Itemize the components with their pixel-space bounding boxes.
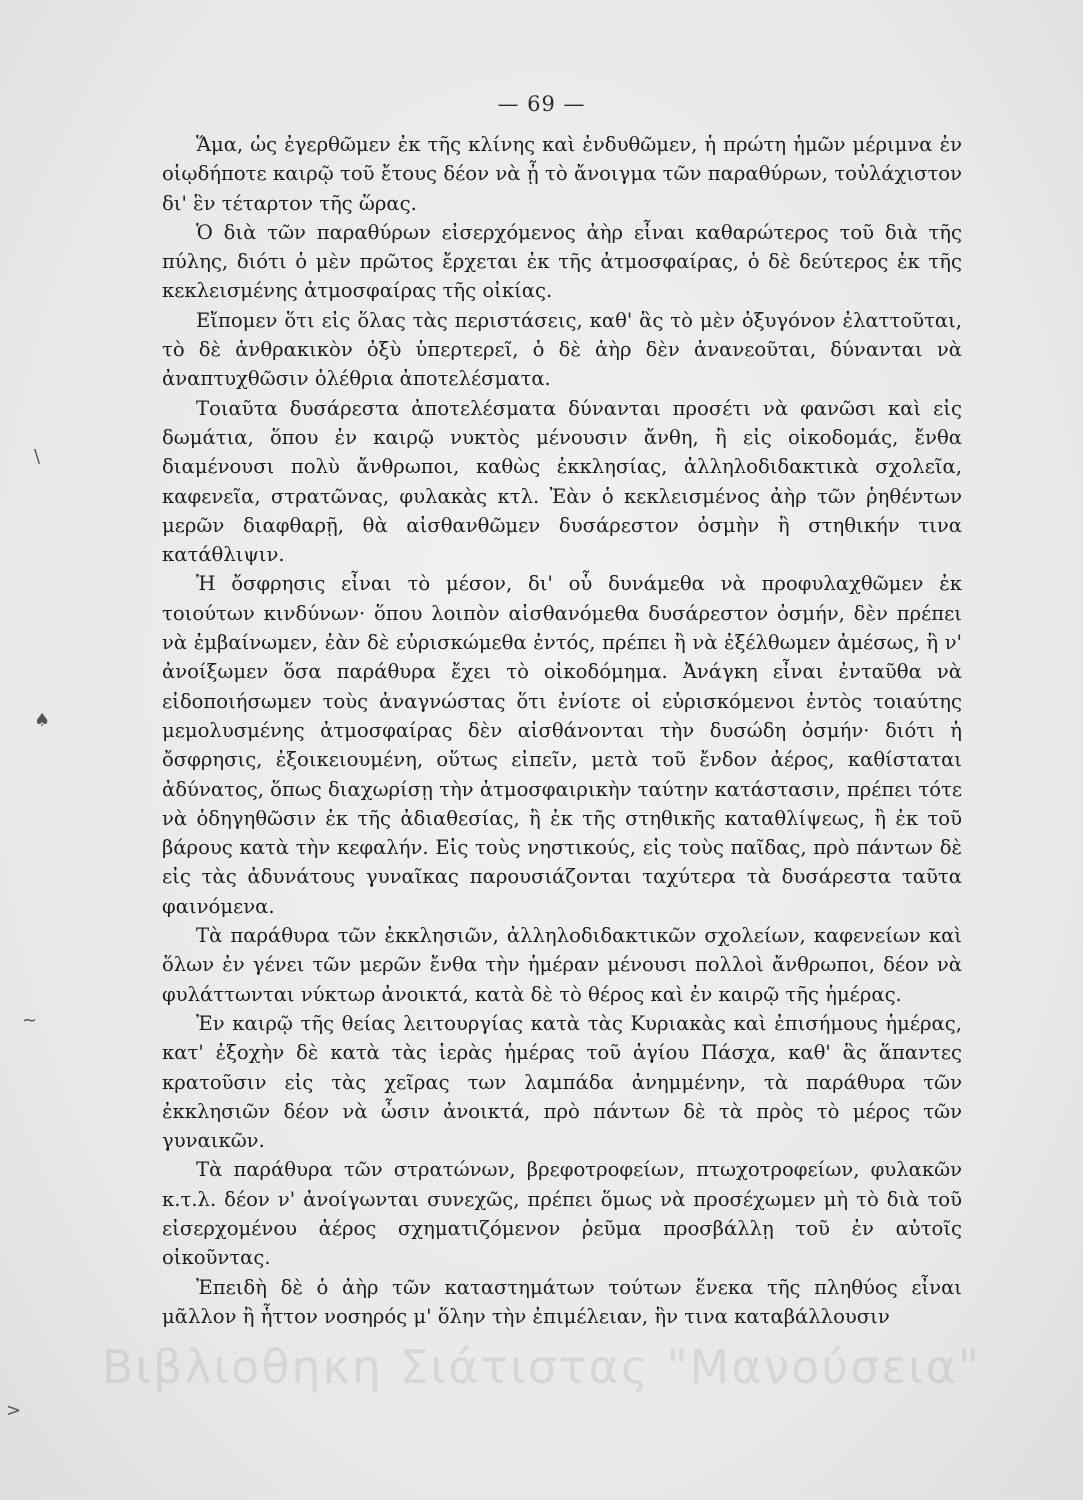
paragraph-4: Τοιαῦτα δυσάρεστα ἀποτελέσματα δύνανται προσέτι νὰ φανῶσι καὶ εἰς δωμάτια, ὅπου ἐν καιρῷ νυκτὸς μένουσιν ἄνθη, ἢ εἰς οἰκοδομάς, ἔνθα διαμένουσι πολὺ ἄνθρωποι, καθὼς ἐκκλησίας, ἀλληλοδιδακτικὰ σχολεῖα, καφενεῖα, στρατῶνας, φυλακὰς κτλ. Ἐὰν ὁ κεκλεισμένος ἀὴρ τῶν ῥηθέντων μερῶν διαφθαρῇ, θὰ αἰσθανθῶμεν δυσάρεστον ὀσμὴν ἢ στηθικήν τινα κατάθλιψιν. bbox=[162, 396, 962, 567]
page-number: — 69 — bbox=[497, 92, 586, 116]
margin-mark-3: ~ bbox=[22, 1010, 38, 1031]
paragraph-7: Ἐν καιρῷ τῆς θείας λειτουργίας κατὰ τὰς Κυριακὰς καὶ ἐπισήμους ἡμέρας, κατ' ἐξοχὴν δὲ κατὰ τὰς ἱερὰς ἡμέρας τοῦ ἁγίου Πάσχα, καθ' ἃς ἅπαντες κρατοῦσιν εἰς τὰς χεῖρας των λαμπάδα ἀνημμένην, τὰ παράθυρα τῶν ἐκκλησιῶν δέον νὰ ὦσιν ἀνοικτά, πρὸ πάντων δὲ τὰ πρὸς τὸ μέρος τῶν γυναικῶν. bbox=[162, 1011, 962, 1153]
paragraph-5: Ἡ ὄσφρησις εἶναι τὸ μέσον, δι' οὗ δυνάμεθα νὰ προφυλαχθῶμεν ἐκ τοιούτων κινδύνων· ὅπου λοιπὸν αἰσθανόμεθα δυσάρεστον ὀσμήν, δὲν πρέπει νὰ ἐμβαίνωμεν, ἐὰν δὲ εὑρισκώμεθα ἐντός, πρέπει ἢ νὰ ἐξέλθωμεν ἀμέσως, ἢ ν' ἀνοίξωμεν ὅσα παράθυρα ἔχει τὸ οἰκοδόμημα. Ἀνάγκη εἶναι ἐνταῦθα νὰ εἰδοποιήσωμεν τοὺς ἀναγνώστας ὅτι ἐνίοτε οἱ εὑρισκόμενοι ἐντὸς τοιαύτης μεμολυσμένης ἀτμοσφαίρας δὲν αἰσθάνονται τὴν δυσώδη ὀσμήν· διότι ἡ ὄσφρησις, ἐξοικειουμένη, οὕτως εἰπεῖν, μετὰ τοῦ ἔνδον ἀέρος, καθίσταται ἀδύνατος, ὅπως διαχωρίσῃ τὴν ἀτμοσφαιρικὴν ταύτην κατάστασιν, πρέπει τότε νὰ ὁδηγηθῶσιν ἐκ τῆς ἀδιαθεσίας, ἢ ἐκ τῆς στηθικῆς καταθλίψεως, ἢ ἐκ τοῦ βάρους κατὰ τὴν κεφαλήν. Εἰς τοὺς νηστικούς, εἰς τοὺς παῖδας, πρὸ πάντων δὲ εἰς τὰς ἀδυνάτους γυναῖκας παρουσιάζονται ταχύτερα τὰ δυσάρεστα ταῦτα φαινόμενα. bbox=[162, 572, 962, 918]
paragraph-9: Ἐπειδὴ δὲ ὁ ἀὴρ τῶν καταστημάτων τούτων ἕνεκα τῆς πληθύος εἶναι μᾶλλον ἢ ἧττον νοσηρός μ' ὅλην τὴν ἐπιμέλειαν, ἣν τινα καταβάλλουσιν bbox=[162, 1275, 962, 1328]
margin-mark-1: \ bbox=[34, 446, 41, 467]
library-watermark: Βιβλιοθηκη Σιάτιστας "Μανούσεια" bbox=[101, 1340, 982, 1394]
paragraph-1: Ἅμα, ὡς ἐγερθῶμεν ἐκ τῆς κλίνης καὶ ἐνδυθῶμεν, ἡ πρώτη ἡμῶν μέριμνα ἐν οἱῳδήποτε καιρῷ τοῦ ἔτους δέον νὰ ᾖ τὸ ἄνοιγμα τῶν παραθύρων, τοὐλάχιστον δι' ἓν τέταρτον τῆς ὥρας. bbox=[162, 133, 962, 215]
body-text bbox=[162, 130, 962, 1331]
margin-mark-2: ♠ bbox=[34, 710, 51, 731]
paragraph-6: Τὰ παράθυρα τῶν ἐκκλησιῶν, ἀλληλοδιδακτικῶν σχολείων, καφενείων καὶ ὅλων ἐν γένει τῶν μερῶν ἔνθα τὴν ἡμέραν μένουσι πολλοὶ ἄνθρωποι, δέον νὰ φυλάττωνται νύκτωρ ἀνοικτά, κατὰ δὲ τὸ θέρος καὶ ἐν καιρῷ τῆς ἡμέρας. bbox=[162, 924, 962, 1006]
paragraph-8: Τὰ παράθυρα τῶν στρατώνων, βρεφοτροφείων, πτωχοτροφείων, φυλακῶν κ.τ.λ. δέον ν' ἀνοίγωνται συνεχῶς, πρέπει ὅμως νὰ προσέχωμεν μὴ τὸ διὰ τοῦ εἰσερχομένου ἀέρος σχηματιζόμενον ῥεῦμα προσβάλλῃ τοῦ ἐν αὐτοῖς οἰκοῦντας. bbox=[162, 1158, 962, 1270]
margin-mark-4: > bbox=[6, 1400, 22, 1421]
paragraph-3: Εἴπομεν ὅτι εἰς ὅλας τὰς περιστάσεις, καθ' ἃς τὸ μὲν ὀξυγόνον ἐλαττοῦται, τὸ δὲ ἀνθρακικὸν ὀξὺ ὑπερτερεῖ, ὁ δὲ ἀὴρ δὲν ἀνανεοῦται, δύνανται νὰ ἀναπτυχθῶσιν ὀλέθρια ἀποτελέσματα. bbox=[162, 308, 962, 391]
paragraph-2: Ὁ διὰ τῶν παραθύρων εἰσερχόμενος ἀὴρ εἶναι καθαρώτερος τοῦ διὰ τῆς πύλης, διότι ὁ μὲν πρῶτος ἔρχεται ἐκ τῆς ἀτμοσφαίρας, ὁ δὲ δεύτερος ἐκ τῆς κεκλεισμένης ἀτμοσφαίρας τῆς οἰκίας. bbox=[162, 220, 962, 303]
